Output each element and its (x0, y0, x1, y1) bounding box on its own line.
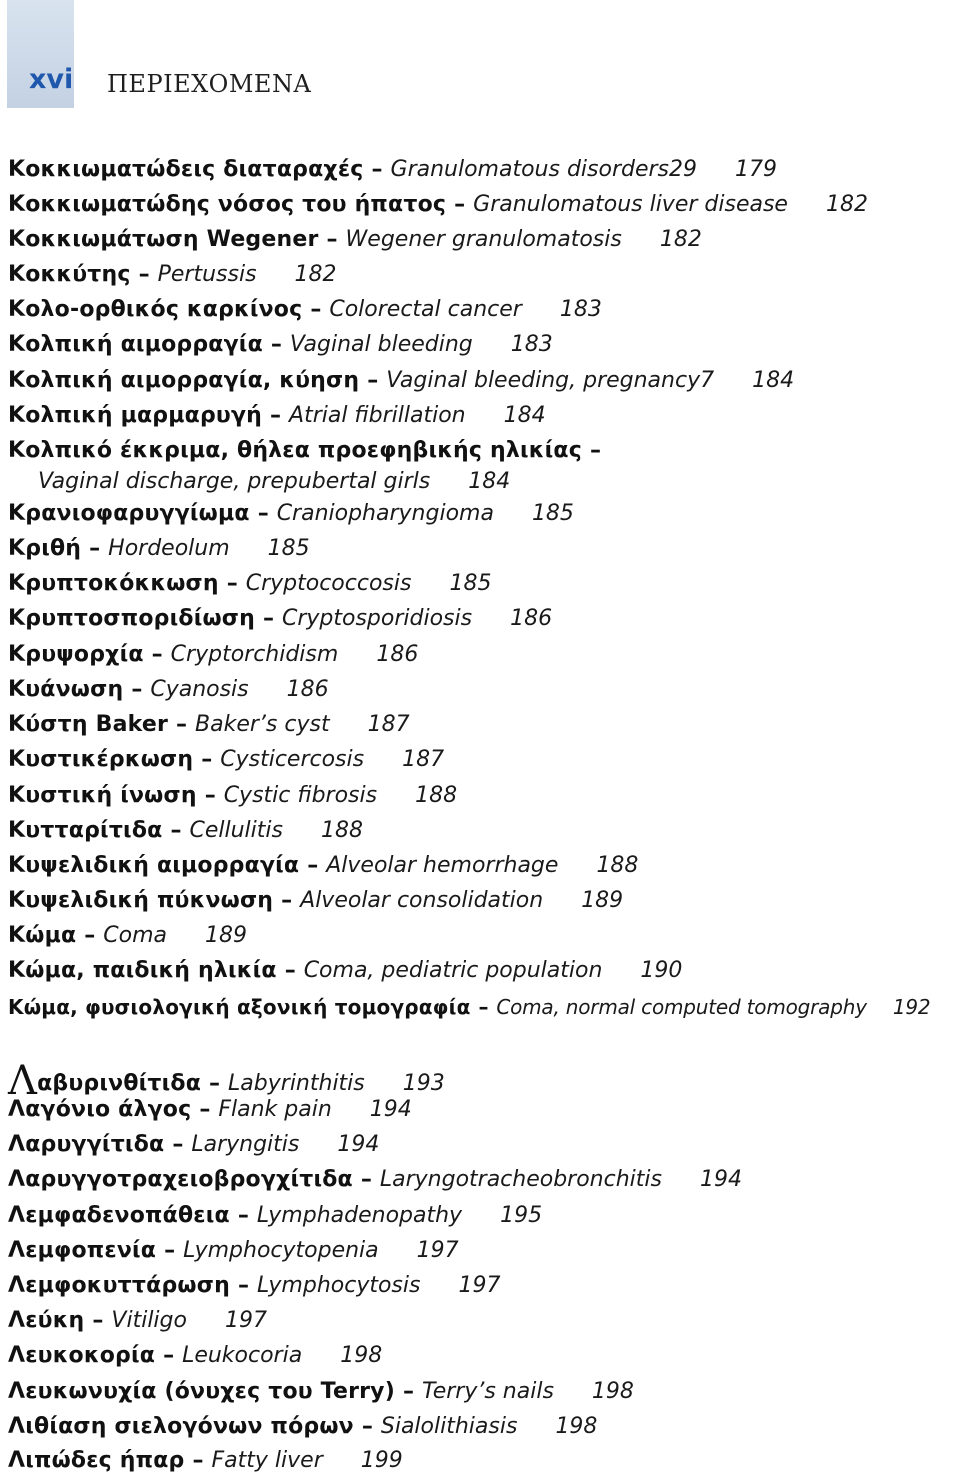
index-entry: Λαρυγγίτιδα – Laryngitis 194 (8, 1132, 380, 1157)
index-entry: Λαβυρινθίτιδα – Labyrinthitis 193 (8, 1058, 445, 1104)
index-entry: Λεμφοπενία – Lymphocytopenia 197 (8, 1238, 459, 1263)
entry-greek: Κυψελιδική πύκνωση (8, 888, 274, 913)
entry-page: 185 (449, 571, 492, 596)
entry-greek: Λιθίαση σιελογόνων πόρων (8, 1414, 354, 1439)
entry-greek: Κολπική αιμορραγία, κύηση (8, 368, 360, 393)
entry-english: Cystic fibrosis (223, 783, 378, 808)
entry-english: Alveolar hemorrhage (326, 853, 559, 878)
index-entry: Κολπικό έκκριμα, θήλεα προεφηβικής ηλικίας – Vaginal discharge, prepubertal girls 184 (8, 438, 601, 494)
entry-greek: Κρυπτοσποριδίωση (8, 606, 255, 631)
index-entry: Κοκκιωμάτωση Wegener – Wegener granulomatosis 182 (8, 227, 702, 252)
page-title: ΠΕΡΙΕΧΟΜΕΝΑ (107, 70, 312, 98)
entry-page: 186 (376, 642, 419, 667)
index-entry: Λιπώδες ήπαρ – Fatty liver 199 (8, 1448, 403, 1473)
entry-page: 187 (402, 747, 445, 772)
index-entry: Κριθή – Hordeolum 185 (8, 536, 310, 561)
entry-greek: Κολο-ορθικός καρκίνος (8, 297, 303, 322)
section-initial: Λ (8, 1058, 38, 1104)
entry-english: Cryptococcosis (245, 571, 412, 596)
entry-greek: Λευκωνυχία (όνυχες του Terry) (8, 1379, 395, 1404)
entry-greek: Κυστικέρκωση (8, 747, 194, 772)
index-entry: Κυτταρίτιδα – Cellulitis 188 (8, 818, 363, 843)
entry-page: 197 (458, 1273, 501, 1298)
entry-page: 198 (340, 1343, 383, 1368)
entry-greek: Λαγόνιο άλγος (8, 1097, 192, 1122)
entry-greek: Κρανιοφαρυγγίωμα (8, 501, 250, 526)
entry-greek: Κολπική αιμορραγία (8, 332, 263, 357)
entry-greek: Λεμφοπενία (8, 1238, 157, 1263)
index-entry: Κώμα, φυσιολογική αξονική τομογραφία – Coma, normal computed tomography 192 (8, 995, 931, 1019)
entry-page: 199 (360, 1448, 403, 1473)
entry-english: Atrial fibrillation (289, 403, 466, 428)
index-entry: Κυψελιδική πύκνωση – Alveolar consolidation 189 (8, 888, 624, 913)
index-entry: Κυάνωση – Cyanosis 186 (8, 677, 329, 702)
entry-english: Craniopharyngioma (276, 501, 494, 526)
entry-greek: Λεμφαδενοπάθεια (8, 1203, 230, 1228)
entry-page: 197 (224, 1308, 267, 1333)
entry-greek: Κοκκιωματώδης νόσος του ήπατος (8, 192, 447, 217)
entry-page: 184 (503, 403, 546, 428)
entry-page: 194 (369, 1097, 412, 1122)
entry-page: 198 (591, 1379, 634, 1404)
index-entry: Κοκκιωματώδης νόσος του ήπατος – Granulomatous liver disease 182 (8, 192, 868, 217)
entry-english: Terry’s nails (421, 1379, 554, 1404)
entry-greek: Λιπώδες ήπαρ (8, 1448, 185, 1473)
entry-page: 184 (752, 368, 795, 393)
entry-greek: Κυψελιδική αιμορραγία (8, 853, 300, 878)
index-entry: Κρυψορχία – Cryptorchidism 186 (8, 642, 419, 667)
index-entry: Κώμα – Coma 189 (8, 923, 248, 948)
index-entry: Λεμφαδενοπάθεια – Lymphadenopathy 195 (8, 1203, 543, 1228)
entry-english: Vaginal discharge, prepubertal girls (38, 469, 431, 494)
index-entry: Κολο-ορθικός καρκίνος – Colorectal cancer 183 (8, 297, 602, 322)
entry-english: Cryptosporidiosis (281, 606, 473, 631)
entry-english: Coma (103, 923, 168, 948)
index-entry: Κρυπτοκόκκωση – Cryptococcosis 185 (8, 571, 492, 596)
index-entry: Κολπική αιμορραγία – Vaginal bleeding 183 (8, 332, 553, 357)
entry-page: 187 (367, 712, 410, 737)
index-entry: Λιθίαση σιελογόνων πόρων – Sialolithiasis 198 (8, 1414, 598, 1439)
entry-english: Granulomatous liver disease (473, 192, 788, 217)
entry-greek: Κυτταρίτιδα (8, 818, 163, 843)
entry-english: Cysticercosis (220, 747, 365, 772)
entry-english: Flank pain (218, 1097, 332, 1122)
entry-english: Cyanosis (150, 677, 249, 702)
entry-english: Fatty liver (211, 1448, 323, 1473)
entry-english: Lymphocytosis (256, 1273, 421, 1298)
page-number: xvi (29, 64, 74, 95)
index-entry: Λεμφοκυττάρωση – Lymphocytosis 197 (8, 1273, 501, 1298)
entry-greek: Κολπική μαρμαρυγή (8, 403, 263, 428)
entry-greek: Κρυψορχία (8, 642, 144, 667)
entry-english: Alveolar consolidation (300, 888, 544, 913)
entry-greek: Λεύκη (8, 1308, 85, 1333)
entry-page: 188 (320, 818, 363, 843)
index-entry: Λαγόνιο άλγος – Flank pain 194 (8, 1097, 412, 1122)
entry-greek: Κρυπτοκόκκωση (8, 571, 219, 596)
index-entry: Λεύκη – Vitiligo 197 (8, 1308, 267, 1333)
entry-greek: Λευκοκορία (8, 1343, 156, 1368)
entry-greek: Κοκκιωματώδεις διαταραχές (8, 157, 364, 182)
entry-page: 186 (510, 606, 553, 631)
entry-greek: Κοκκύτης (8, 262, 131, 287)
entry-page: 190 (640, 958, 683, 983)
entry-english: Wegener granulomatosis (345, 227, 622, 252)
entry-english: Hordeolum (108, 536, 230, 561)
page-number-box (7, 0, 74, 108)
entry-greek: Κώμα, παιδική ηλικία (8, 958, 277, 983)
entry-page: 183 (559, 297, 602, 322)
entry-greek: αβυρινθίτιδα (37, 1071, 202, 1096)
entry-page: 182 (294, 262, 337, 287)
index-entry: Λευκοκορία – Leukocoria 198 (8, 1343, 383, 1368)
entry-english: Coma, normal computed tomography (496, 995, 867, 1019)
index-entry: Λευκωνυχία (όνυχες του Terry) – Terry’s nails 198 (8, 1379, 634, 1404)
entry-english: Labyrinthitis (228, 1071, 365, 1096)
entry-page: 198 (555, 1414, 598, 1439)
entry-english: Vaginal bleeding (289, 332, 473, 357)
entry-page: 197 (416, 1238, 459, 1263)
entry-page: 182 (825, 192, 868, 217)
entry-page: 179 (735, 157, 777, 182)
entry-page: 182 (659, 227, 702, 252)
entry-page: 184 (468, 469, 511, 494)
entry-page: 193 (402, 1071, 445, 1096)
index-entry: Κολπική μαρμαρυγή – Atrial fibrillation 184 (8, 403, 546, 428)
entry-page: 188 (596, 853, 639, 878)
entry-greek: Κοκκιωμάτωση Wegener (8, 227, 319, 252)
entry-greek: Κύστη Baker (8, 712, 169, 737)
entry-english: Cryptorchidism (170, 642, 339, 667)
entry-english: Colorectal cancer (329, 297, 522, 322)
entry-english: Laryngitis (191, 1132, 300, 1157)
index-entry: Κυψελιδική αιμορραγία – Alveolar hemorrhage 188 (8, 853, 639, 878)
index-entry: Κοκκύτης – Pertussis 182 (8, 262, 337, 287)
index-entry: Κυστική ίνωση – Cystic fibrosis 188 (8, 783, 458, 808)
entry-english: Pertussis (157, 262, 257, 287)
entry-page: 185 (267, 536, 310, 561)
index-entry: Κρανιοφαρυγγίωμα – Craniopharyngioma 185 (8, 501, 574, 526)
entry-page: 194 (699, 1167, 742, 1192)
entry-page: 183 (510, 332, 553, 357)
entry-english: Sialolithiasis (380, 1414, 518, 1439)
entry-page: 194 (337, 1132, 380, 1157)
entry-greek: Κώμα, φυσιολογική αξονική τομογραφία (8, 995, 471, 1019)
entry-greek: Κριθή (8, 536, 82, 561)
entry-english: Cellulitis (189, 818, 283, 843)
entry-english: Vaginal bleeding, pregnancy7 (386, 368, 715, 393)
index-entry: Κώμα, παιδική ηλικία – Coma, pediatric population 190 (8, 958, 683, 983)
entry-page: 189 (581, 888, 624, 913)
entry-english: Lymphocytopenia (183, 1238, 379, 1263)
index-entry: Κύστη Baker – Baker’s cyst 187 (8, 712, 410, 737)
entry-english: Vitiligo (111, 1308, 187, 1333)
entry-greek: Κώμα (8, 923, 77, 948)
entry-page: 185 (531, 501, 574, 526)
entry-greek: Κολπικό έκκριμα, θήλεα προεφηβικής ηλικίας (8, 438, 582, 463)
index-entry: Κοκκιωματώδεις διαταραχές – Granulomatous disorders29 179 (8, 157, 777, 182)
index-entry: Λαρυγγοτραχειοβρογχίτιδα – Laryngotracheobronchitis 194 (8, 1167, 742, 1192)
entry-greek: Κυστική ίνωση (8, 783, 197, 808)
entry-english: Granulomatous disorders29 (390, 157, 697, 182)
entry-english: Baker’s cyst (195, 712, 330, 737)
entry-english: Laryngotracheobronchitis (379, 1167, 662, 1192)
entry-page: 186 (286, 677, 329, 702)
entry-greek: Λαρυγγίτιδα (8, 1132, 165, 1157)
entry-english: Lymphadenopathy (256, 1203, 463, 1228)
entry-page: 189 (205, 923, 248, 948)
entry-page: 195 (500, 1203, 543, 1228)
index-entry: Κυστικέρκωση – Cysticercosis 187 (8, 747, 445, 772)
entry-english: Coma, pediatric population (303, 958, 603, 983)
index-entry: Κολπική αιμορραγία, κύηση – Vaginal bleeding, pregnancy7 184 (8, 368, 795, 393)
entry-greek: Λαρυγγοτραχειοβρογχίτιδα (8, 1167, 353, 1192)
entry-greek: Λεμφοκυττάρωση (8, 1273, 230, 1298)
index-entry: Κρυπτοσποριδίωση – Cryptosporidiosis 186 (8, 606, 553, 631)
entry-page: 188 (415, 783, 458, 808)
entry-greek: Κυάνωση (8, 677, 124, 702)
entry-english: Leukocoria (182, 1343, 303, 1368)
entry-page: 192 (892, 995, 931, 1019)
